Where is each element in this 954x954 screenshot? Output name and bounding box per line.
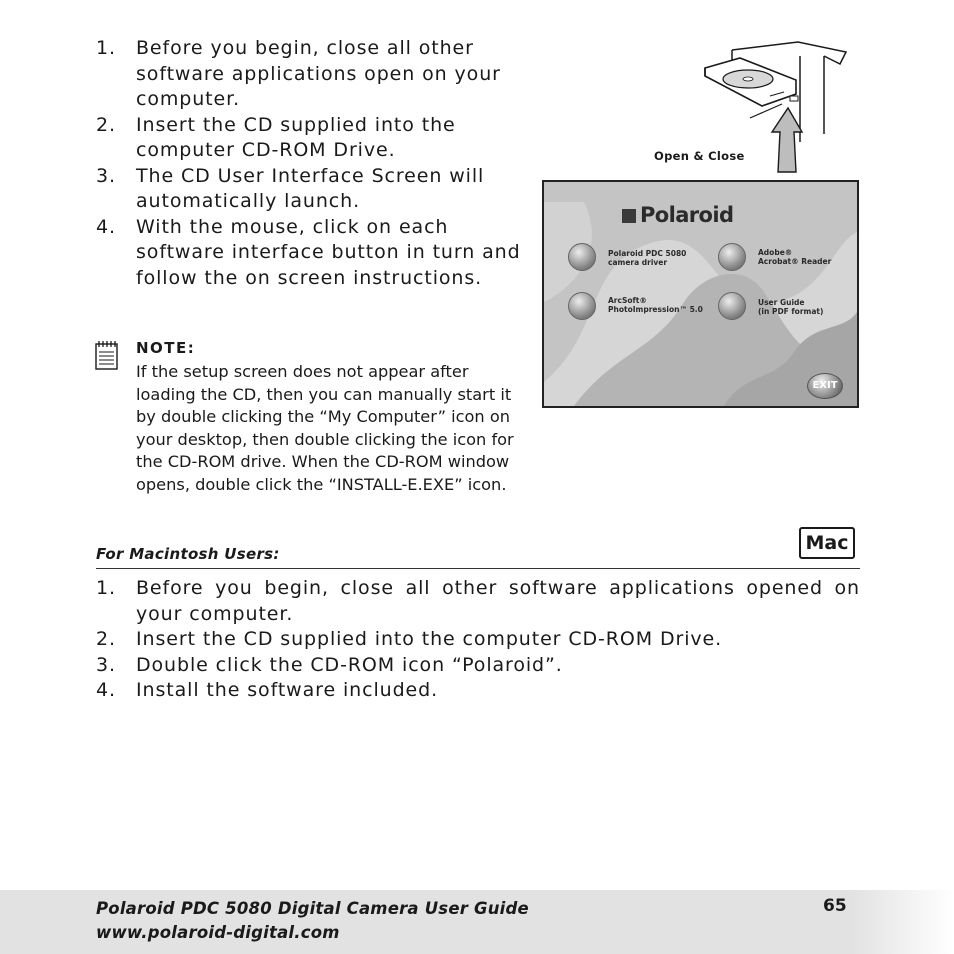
polaroid-logo: [640, 203, 733, 227]
user-guide-label: User Guide (in PDF format): [758, 298, 824, 316]
windows-step-2: [96, 113, 526, 164]
step-number: 2.: [96, 113, 116, 136]
cd-setup-screen: [542, 180, 859, 408]
photoimpression-button[interactable]: [568, 292, 596, 320]
note-body: If the setup screen does not appear after loading the CD, then you can manually start it by double clicking the “My Computer” icon on your desktop, then double clicking the icon for the CD-ROM drive. When the CD-ROM window opens, double click the “INSTALL-E.EXE” icon.: [136, 362, 514, 494]
step-number: 1.: [96, 37, 116, 59]
section-divider: [96, 568, 860, 569]
step-text: Install the software included.: [136, 679, 439, 701]
step-text: The CD User Interface Screen will automatically launch.: [136, 164, 485, 212]
user-guide-button[interactable]: [718, 292, 746, 320]
footer-fade: [852, 890, 954, 954]
exit-button[interactable]: EXIT: [807, 373, 843, 399]
footer-website: www.polaroid-digital.com: [96, 923, 340, 942]
step-text: Before you begin, close all other software applications open on your computer.: [136, 37, 501, 110]
acrobat-reader-button[interactable]: [718, 243, 746, 271]
footer-guide-title: Polaroid PDC 5080 Digital Camera User Guide: [96, 899, 529, 918]
step-text: Before you begin, close all other software applications opened on your computer.: [136, 577, 860, 625]
step-text: Double click the CD-ROM icon “Polaroid”.: [136, 653, 563, 676]
windows-step-4: [96, 215, 526, 292]
page-number: 65: [823, 896, 847, 916]
step-number: 3.: [96, 164, 116, 187]
step-text: With the mouse, click on each software interface button in turn and follow the on screen instructions.: [136, 215, 521, 289]
mac-badge: Mac: [799, 527, 855, 559]
mac-install-steps: [96, 576, 860, 704]
step-number: 3.: [96, 653, 116, 676]
acrobat-reader-label: Adobe® Acrobat® Reader: [758, 248, 832, 266]
step-number: 2.: [96, 628, 116, 650]
windows-step-3: [96, 164, 526, 215]
photoimpression-label: ArcSoft® PhotoImpression™ 5.0: [608, 296, 703, 314]
drive-caption: Open & Close: [654, 149, 745, 163]
camera-driver-label: Polaroid PDC 5080 camera driver: [608, 249, 687, 267]
step-number: 4.: [96, 215, 116, 238]
mac-step-2: [96, 627, 860, 653]
logo-color-swatch: [622, 209, 636, 223]
windows-step-1: [96, 36, 526, 113]
notepad-icon: [95, 340, 118, 370]
step-number: 4.: [96, 679, 116, 701]
note-title: NOTE:: [136, 339, 196, 357]
step-text: Insert the CD supplied into the computer CD-ROM Drive.: [136, 628, 723, 650]
windows-install-steps: [96, 36, 526, 291]
camera-driver-button[interactable]: [568, 243, 596, 271]
step-number: 1.: [96, 577, 116, 599]
brand-name: Polaroid: [640, 203, 734, 227]
step-text: Insert the CD supplied into the computer CD-ROM Drive.: [136, 113, 456, 161]
mac-step-4: [96, 678, 860, 704]
page-footer: [0, 890, 954, 954]
mac-section-heading: For Macintosh Users:: [96, 545, 280, 563]
mac-step-1: [96, 576, 860, 627]
mac-step-3: [96, 653, 860, 679]
